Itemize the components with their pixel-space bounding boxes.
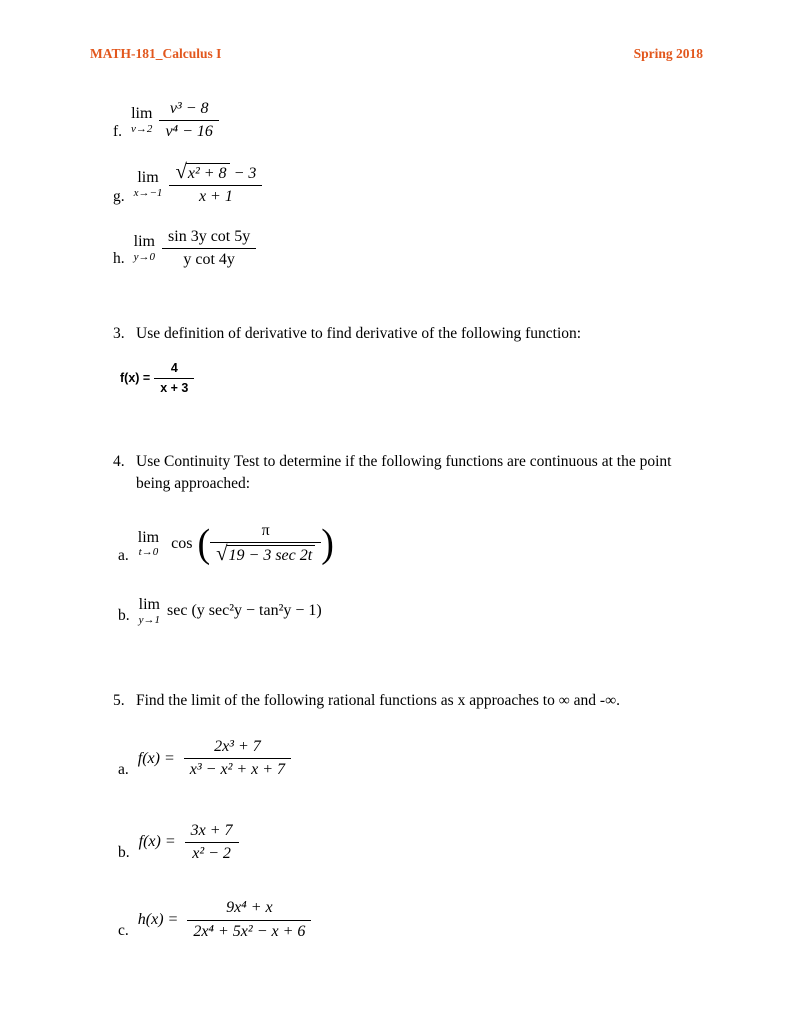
rational-problem-c bbox=[118, 899, 793, 941]
fraction-denominator: 2x⁴ + 5x² − x + 6 bbox=[193, 922, 306, 940]
fraction bbox=[159, 100, 218, 142]
fraction bbox=[187, 899, 311, 941]
function-label: h(x) = bbox=[137, 911, 179, 929]
item-label: b. bbox=[118, 606, 130, 624]
fraction-denominator: x + 3 bbox=[160, 380, 189, 395]
rational-expression bbox=[138, 899, 312, 941]
question-text: Use Continuity Test to determine if the following functions are continuous at the point being approached: bbox=[136, 453, 672, 493]
limit-expression bbox=[131, 100, 219, 142]
limit-operator bbox=[134, 234, 155, 263]
limit-word: lim bbox=[138, 595, 160, 613]
limit-expression bbox=[138, 522, 334, 566]
numerator-tail: − 3 bbox=[229, 164, 257, 182]
fraction-numerator bbox=[169, 159, 262, 186]
limit-expression bbox=[133, 159, 263, 207]
fraction-denominator: v⁴ − 16 bbox=[165, 123, 213, 141]
question-number: 5. bbox=[113, 691, 125, 709]
limit-word: lim bbox=[133, 233, 155, 250]
continuity-problem-b bbox=[118, 597, 793, 626]
radical-sign-icon: √ bbox=[216, 542, 228, 566]
fraction-numerator: 3x + 7 bbox=[185, 822, 239, 843]
limit-operator bbox=[138, 530, 159, 559]
limit-problem-h bbox=[113, 228, 793, 270]
limit-subscript: v→2 bbox=[131, 123, 153, 136]
item-label: b. bbox=[118, 844, 130, 862]
limit-word: lim bbox=[137, 528, 160, 546]
continuity-problem-a bbox=[118, 522, 793, 566]
fraction bbox=[185, 822, 239, 864]
fraction-numerator: π bbox=[210, 522, 321, 543]
limit-operator bbox=[134, 170, 163, 199]
function-label: f(x) = bbox=[137, 749, 175, 767]
radical-sign-icon: √ bbox=[175, 159, 187, 183]
function-label: f(x) = bbox=[138, 833, 176, 851]
fraction-numerator: v³ − 8 bbox=[159, 100, 218, 121]
function-label: f(x) = bbox=[120, 371, 151, 386]
fraction-denominator: y cot 4y bbox=[183, 250, 235, 268]
derivative-equation bbox=[120, 361, 793, 395]
close-paren: ) bbox=[321, 521, 334, 567]
fraction-denominator bbox=[210, 543, 321, 565]
limit-subscript: y→0 bbox=[133, 250, 156, 263]
fraction-numerator: 2x³ + 7 bbox=[184, 738, 291, 759]
radicand: 19 − 3 sec 2t bbox=[227, 545, 316, 565]
radical bbox=[216, 542, 315, 566]
limit-subscript: y→1 bbox=[138, 613, 161, 626]
question-4 bbox=[113, 451, 793, 495]
limit-operator bbox=[139, 597, 160, 626]
limit-operator bbox=[131, 106, 152, 135]
cos-function-label: cos bbox=[171, 534, 193, 552]
question-number: 3. bbox=[113, 325, 125, 343]
item-label: g. bbox=[113, 187, 125, 205]
limit-expression bbox=[139, 597, 322, 626]
question-5 bbox=[113, 690, 793, 712]
rational-expression bbox=[138, 738, 291, 780]
question-number: 4. bbox=[113, 453, 125, 471]
limit-problem-g bbox=[113, 159, 793, 207]
limit-subscript: t→0 bbox=[138, 546, 159, 559]
worksheet-content bbox=[0, 100, 793, 941]
fraction bbox=[184, 738, 291, 780]
item-label: f. bbox=[113, 122, 123, 140]
course-title: MATH-181_Calculus I bbox=[90, 46, 222, 61]
rational-expression bbox=[139, 822, 239, 864]
fraction bbox=[210, 522, 321, 566]
question-3 bbox=[113, 323, 793, 345]
question-text: Find the limit of the following rational functions as x approaches to ∞ and -∞. bbox=[136, 691, 620, 709]
fraction-denominator: x³ − x² + x + 7 bbox=[189, 761, 286, 779]
page-header bbox=[0, 0, 793, 62]
item-label: a. bbox=[118, 760, 129, 778]
fraction bbox=[169, 159, 262, 207]
item-label: a. bbox=[118, 546, 129, 564]
secant-expression: sec (y sec²y − tan²y − 1) bbox=[167, 602, 322, 620]
limit-word: lim bbox=[137, 169, 159, 187]
radicand: x² + 8 bbox=[186, 163, 230, 183]
limit-problem-f bbox=[113, 100, 793, 142]
term-label: Spring 2018 bbox=[633, 46, 703, 61]
fraction-numerator: 9x⁴ + x bbox=[187, 899, 311, 920]
fraction bbox=[154, 361, 194, 395]
item-label: c. bbox=[118, 922, 129, 940]
rational-problem-a bbox=[118, 738, 793, 780]
limit-subscript: x→−1 bbox=[133, 187, 163, 200]
open-paren: ( bbox=[197, 521, 211, 567]
fraction-numerator: 4 bbox=[154, 361, 194, 378]
fraction-numerator: sin 3y cot 5y bbox=[162, 228, 256, 249]
radical bbox=[175, 159, 229, 183]
fraction bbox=[162, 228, 256, 270]
item-label: h. bbox=[113, 250, 125, 268]
limit-word: lim bbox=[131, 105, 153, 123]
fraction-denominator: x² − 2 bbox=[192, 844, 231, 862]
rational-problem-b bbox=[118, 822, 793, 864]
limit-expression bbox=[134, 228, 257, 270]
question-text: Use definition of derivative to find derivative of the following function: bbox=[136, 325, 582, 343]
fraction-denominator: x + 1 bbox=[198, 188, 233, 206]
